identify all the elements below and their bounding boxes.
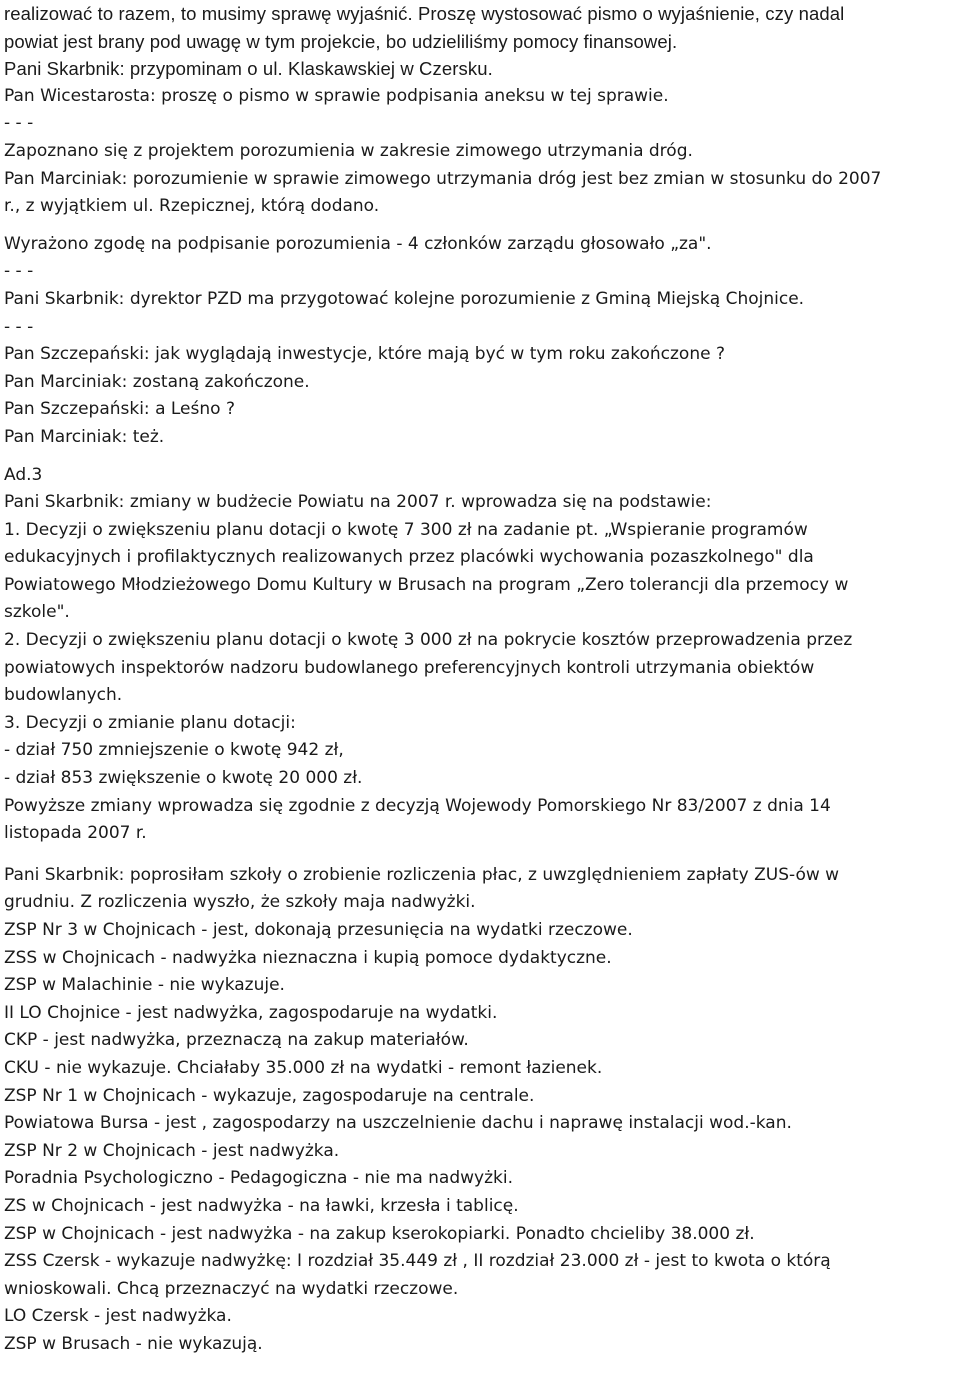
text-line: ZSP Nr 2 w Chojnicach - jest nadwyżka. [4,1140,340,1161]
text-line: listopada 2007 r. [4,823,147,844]
text-line: Pani Skarbnik: przypominam o ul. Klaskawskiej w Czersku. [4,58,493,80]
text-line: ZSP w Brusach - nie wykazują. [4,1333,263,1354]
text-line: ZS w Chojnicach - jest nadwyżka - na ławki, krzesła i tablicę. [4,1195,519,1216]
text-line: Pani Skarbnik: poprosiłam szkoły o zrobienie rozliczenia płac, z uwzględnieniem zapłaty ZUS-ów w [4,864,840,885]
text-line: II LO Chojnice - jest nadwyżka, zagospodaruje na wydatki. [4,1002,498,1023]
text-line: Pan Szczepański: jak wyglądają inwestycje, które mają być w tym roku zakończone ? [4,344,725,365]
text-line: Pan Marciniak: porozumienie w sprawie zimowego utrzymania dróg jest bez zmian w stosunku do 2007 [4,168,882,189]
text-line: - dział 853 zwiększenie o kwotę 20 000 zł. [4,768,363,789]
text-line: Powiatowa Bursa - jest , zagospodarzy na uszczelnienie dachu i naprawę instalacji wod.-kan. [4,1113,792,1134]
text-line: ZSP w Chojnicach - jest nadwyżka - na zakup kserokopiarki. Ponadto chcieliby 38.000 zł. [4,1223,755,1244]
text-line: CKP - jest nadwyżka, przeznaczą na zakup materiałów. [4,1030,469,1051]
separator: - - - [4,261,34,282]
text-line: Pan Szczepański: a Leśno ? [4,399,235,420]
text-line: CKU - nie wykazuje. Chciałaby 35.000 zł na wydatki - remont łazienek. [4,1057,603,1078]
text-line: edukacyjnych i profilaktycznych realizowanych przez placówki wychowania pozaszkolnego" dla [4,547,814,568]
text-line: grudniu. Z rozliczenia wyszło, że szkoły maja nadwyżki. [4,892,476,913]
text-line: - dział 750 zmniejszenie o kwotę 942 zł, [4,740,344,761]
text-line: szkole". [4,602,70,623]
text-line: Wyrażono zgodę na podpisanie porozumienia - 4 członków zarządu głosowało „za". [4,233,712,254]
text-line: 2. Decyzji o zwiększeniu planu dotacji o kwotę 3 000 zł na pokrycie kosztów przeprowadzenia przez [4,630,853,651]
text-line: Zapoznano się z projektem porozumienia w zakresie zimowego utrzymania dróg. [4,140,693,161]
text-line: 3. Decyzji o zmianie planu dotacji: [4,712,296,733]
text-line: LO Czersk - jest nadwyżka. [4,1306,232,1327]
text-line: Powyższe zmiany wprowadza się zgodnie z decyzją Wojewody Pomorskiego Nr 83/2007 z dnia 14 [4,795,831,816]
text-line: Pani Skarbnik: zmiany w budżecie Powiatu na 2007 r. wprowadza się na podstawie: [4,492,712,513]
separator: - - - [4,113,34,134]
text-line: powiatowych inspektorów nadzoru budowlanego preferencyjnych kontroli utrzymania obiektów [4,657,815,678]
text-line: ZSP Nr 1 w Chojnicach - wykazuje, zagospodaruje na centrale. [4,1085,535,1106]
text-line: ZSS w Chojnicach - nadwyżka nieznaczna i kupią pomoce dydaktyczne. [4,947,612,968]
text-line: 1. Decyzji o zwiększeniu planu dotacji o kwotę 7 300 zł na zadanie pt. „Wspieranie programów [4,519,808,540]
text-line: ZSP w Malachinie - nie wykazuje. [4,975,285,996]
text-line: r., z wyjątkiem ul. Rzepicznej, którą dodano. [4,196,380,217]
text-line: Poradnia Psychologiczno - Pedagogiczna - nie ma nadwyżki. [4,1168,513,1189]
text-line: budowlanych. [4,685,123,706]
document-page [4,0,954,1359]
text-line: wnioskowali. Chcą przeznaczyć na wydatki rzeczowe. [4,1278,459,1299]
text-line: realizować to razem, to musimy sprawę wyjaśnić. Proszę wystosować pismo o wyjaśnienie, czy nadal [4,3,845,24]
section-heading: Ad.3 [4,464,43,485]
text-line: Powiatowego Młodzieżowego Domu Kultury w Brusach na program „Zero tolerancji dla przemocy w [4,574,849,595]
text-line: ZSS Czersk - wykazuje nadwyżkę: I rozdział 35.449 zł , II rozdział 23.000 zł - jest to kwota o którą [4,1251,831,1272]
text-line: Pan Marciniak: zostaną zakończone. [4,371,310,392]
text-line: Pan Wicestarosta: proszę o pismo w sprawie podpisania aneksu w tej sprawie. [4,85,669,106]
text-line: ZSP Nr 3 w Chojnicach - jest, dokonają przesunięcia na wydatki rzeczowe. [4,920,633,940]
text-line: Pani Skarbnik: dyrektor PZD ma przygotować kolejne porozumienie z Gminą Miejską Chojnice. [4,288,805,309]
text-line: powiat jest brany pod uwagę w tym projekcie, bo udzieliliśmy pomocy finansowej. [4,30,678,52]
text-line: Pan Marciniak: też. [4,426,165,447]
separator: - - - [4,316,34,337]
